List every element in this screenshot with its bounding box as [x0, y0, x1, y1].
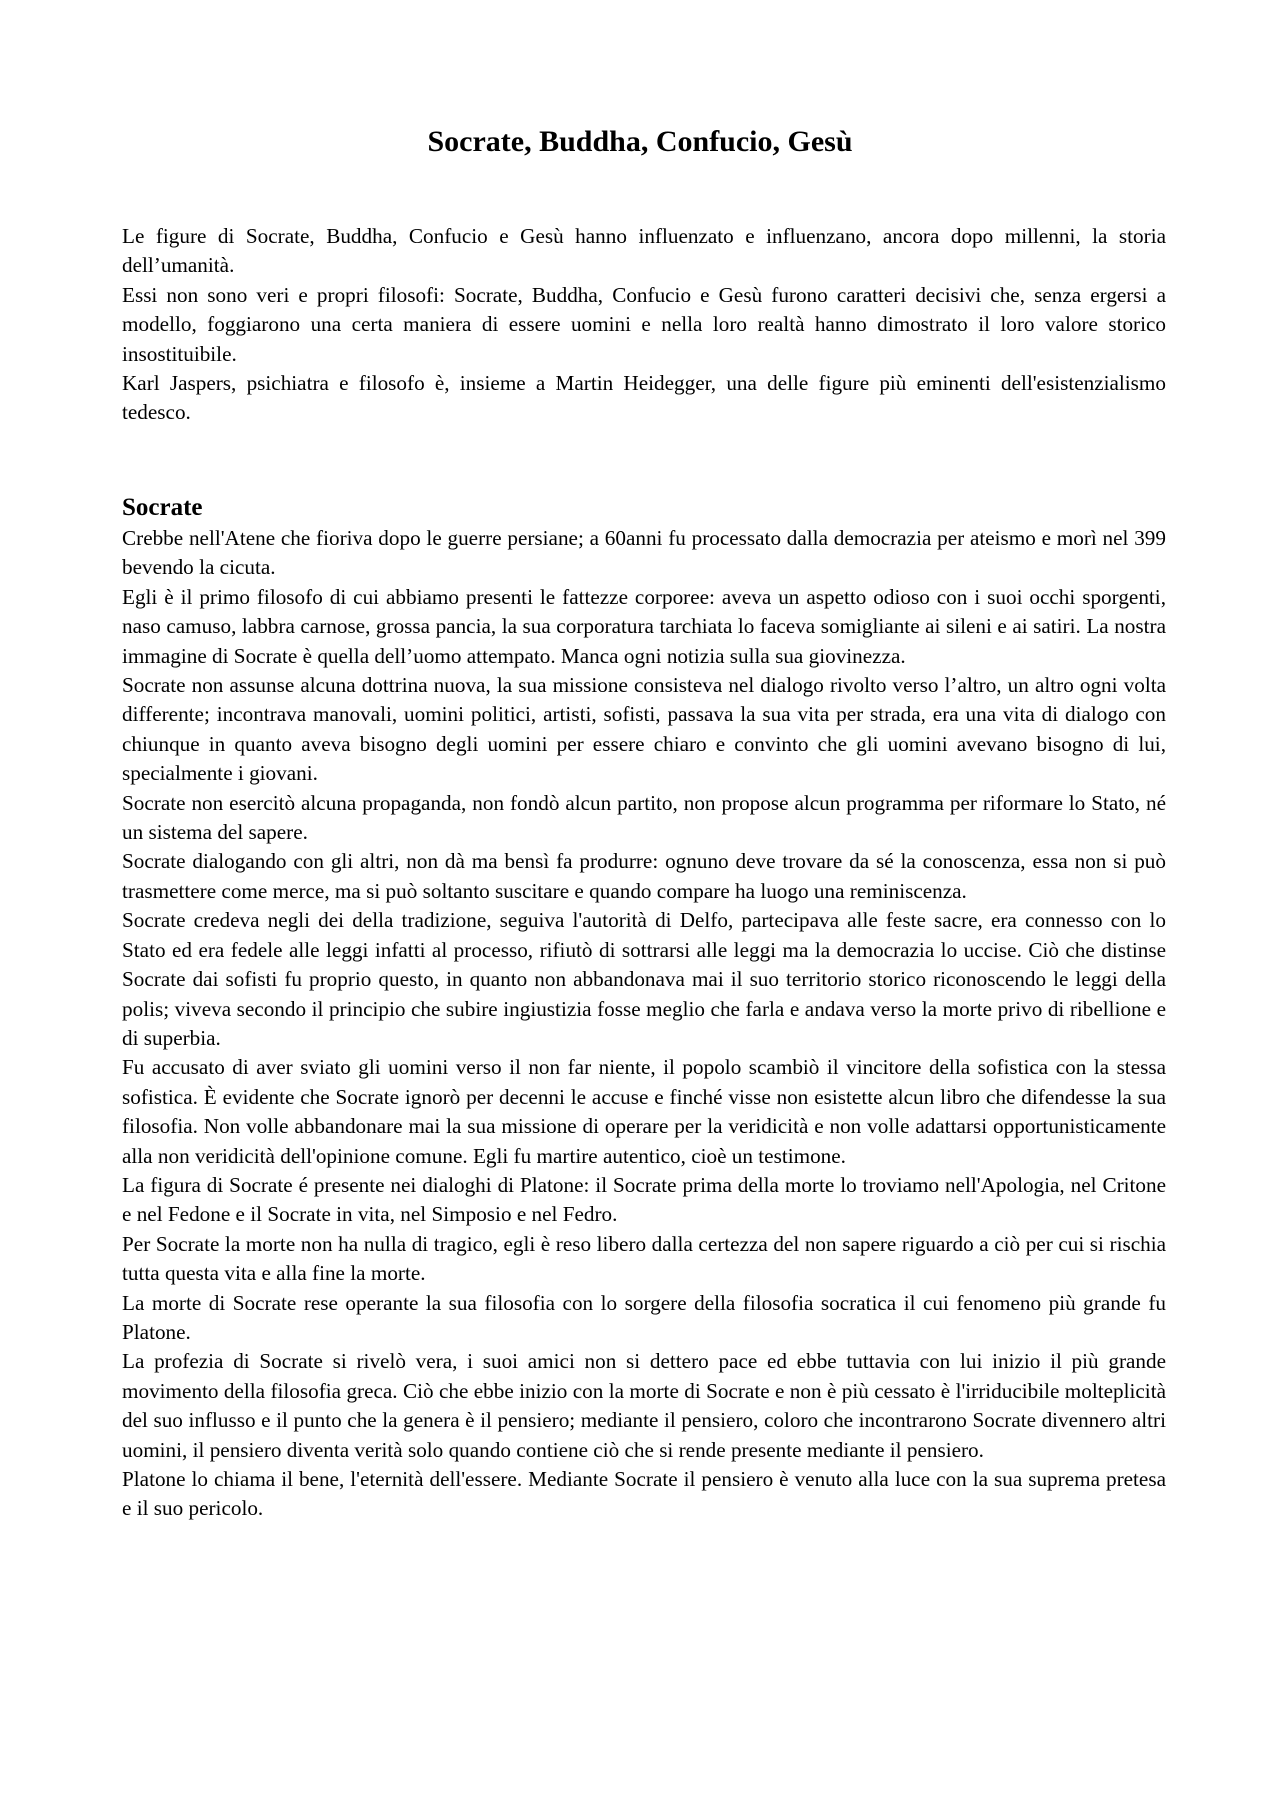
body-paragraph: Crebbe nell'Atene che fioriva dopo le guerre persiane; a 60anni fu processato dalla democrazia per ateismo e morì nel 399 bevendo la cicuta.	[122, 526, 1166, 580]
body-paragraph: La profezia di Socrate si rivelò vera, i suoi amici non si dettero pace ed ebbe tuttavia con lui inizio il più grande movimento della filosofia greca. Ciò che ebbe inizio con la morte di Socrate e non è più cessato è l'irriducibile molteplicità del suo influsso e il punto che la genera è il pensiero; mediante il pensiero, coloro che incontrarono Socrate divennero altri uomini, il pensiero diventa verità solo quando contiene ciò che si rende presente mediante il pensiero.	[122, 1349, 1166, 1462]
body-paragraph: Egli è il primo filosofo di cui abbiamo presenti le fattezze corporee: aveva un aspetto odioso con i suoi occhi sporgenti, naso camuso, labbra carnose, grossa pancia, la sua corporatura tarchiata lo faceva somigliante ai sileni e ai satiri. La nostra immagine di Socrate è quella dell’uomo attempato. Manca ogni notizia sulla sua giovinezza.	[122, 584, 1166, 668]
body-paragraph: La figura di Socrate é presente nei dialoghi di Platone: il Socrate prima della morte lo troviamo nell'Apologia, nel Critone e nel Fedone e il Socrate in vita, nel Simposio e nel Fedro.	[122, 1172, 1166, 1227]
body-paragraph: Socrate dialogando con gli altri, non dà ma bensì fa produrre: ognuno deve trovare da sé la conoscenza, essa non si può trasmettere come merce, ma si può soltanto suscitare e quando compare ha luogo una reminiscenza.	[122, 849, 1166, 903]
intro-block	[122, 222, 1166, 428]
body-paragraph: La morte di Socrate rese operante la sua filosofia con lo sorgere della filosofia socratica il cui fenomeno più grande fu Platone.	[122, 1290, 1166, 1344]
intro-paragraph: Essi non sono veri e propri filosofi: Socrate, Buddha, Confucio e Gesù furono caratteri decisivi che, senza ergersi a modello, foggiarono una certa maniera di essere uomini e nella loro realtà hanno dimostrato il loro valore storico insostituibile.	[122, 282, 1166, 366]
section-heading: Socrate	[122, 494, 203, 521]
body-paragraph: Fu accusato di aver sviato gli uomini verso il non far niente, il popolo scambiò il vincitore della sofistica con la stessa sofistica. È evidente che Socrate ignorò per decenni le accuse e finché visse non esistette alcun libro che difendesse la sua filosofia. Non volle abbandonare mai la sua missione di operare per la veridicità e non volle adattarsi opportunisticamente alla non veridicità dell'opinione comune. Egli fu martire autentico, cioè un testimone.	[122, 1055, 1166, 1168]
body-paragraph: Socrate credeva negli dei della tradizione, seguiva l'autorità di Delfo, partecipava alle feste sacre, era connesso con lo Stato ed era fedele alle leggi infatti al processo, rifiutò di sottrarsi alle leggi ma la democrazia lo uccise. Ciò che distinse Socrate dai sofisti fu proprio questo, in quanto non abbandonava mai il suo territorio storico riconoscendo le leggi della polis; viveva secondo il principio che subire ingiustizia fosse meglio che farla e andava verso la morte privo di ribellione e di superbia.	[122, 908, 1166, 1050]
section-socrate	[122, 492, 1166, 1524]
body-paragraph: Platone lo chiama il bene, l'eternità dell'essere. Mediante Socrate il pensiero è venuto alla luce con la sua suprema pretesa e il suo pericolo.	[122, 1467, 1166, 1521]
intro-paragraph: Karl Jaspers, psichiatra e filosofo è, insieme a Martin Heidegger, una delle figure più eminenti dell'esistenzialismo tedesco.	[122, 371, 1166, 425]
body-paragraph: Socrate non esercitò alcuna propaganda, non fondò alcun partito, non propose alcun programma per riformare lo Stato, né un sistema del sapere.	[122, 790, 1166, 845]
page-title: Socrate, Buddha, Confucio, Gesù	[427, 125, 853, 158]
body-paragraph: Socrate non assunse alcuna dottrina nuova, la sua missione consisteva nel dialogo rivolto verso l’altro, un altro ogni volta differente; incontrava manovali, uomini politici, artisti, sofisti, passava la sua vita per strada, era una vita di dialogo con chiunque in quanto aveva bisogno degli uomini per essere chiaro e convinto che gli uomini avevano bisogno di lui, specialmente i giovani.	[122, 673, 1166, 786]
body-paragraph: Per Socrate la morte non ha nulla di tragico, egli è reso libero dalla certezza del non sapere riguardo a ciò per cui si rischia tutta questa vita e alla fine la morte.	[122, 1231, 1166, 1286]
intro-paragraph: Le figure di Socrate, Buddha, Confucio e Gesù hanno influenzato e influenzano, ancora dopo millenni, la storia dell’umanità.	[122, 224, 1166, 278]
